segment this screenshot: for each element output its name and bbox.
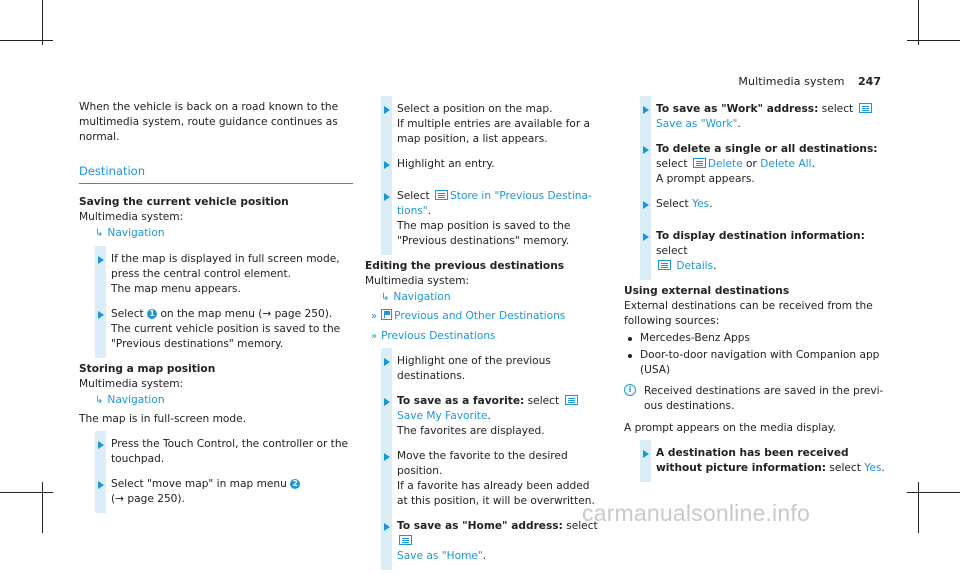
step-arrow-icon	[384, 106, 390, 114]
section-title-destination: Destination	[79, 163, 353, 184]
step-text: Move the favorite to the desired position.	[397, 450, 568, 478]
step-label: To save as "Home" address:	[397, 520, 563, 533]
menu-item-save-favorite[interactable]: Save My Favorite	[397, 409, 488, 422]
step-arrow-icon	[643, 201, 649, 209]
step: To delete a single or all destinations: select Delete or Delete All. A prompt appears.	[624, 142, 886, 187]
step-bar	[95, 246, 106, 303]
menu-icon	[658, 260, 671, 270]
step	[79, 477, 353, 507]
nav-path	[365, 329, 601, 344]
step-text: on the map menu (→ page 250).	[160, 307, 333, 320]
step	[79, 307, 353, 352]
step-result: If multiple entries are available for a map position, a list appears.	[397, 118, 591, 146]
system-label: Multimedia system:	[365, 275, 470, 288]
step: To save as a favorite: select Save My Favorite. The favorites are displayed.	[365, 394, 601, 439]
step	[79, 252, 353, 297]
fullscreen-note: The map is in full-screen mode.	[79, 413, 246, 426]
column-2	[365, 100, 601, 574]
step-result: If a favorite has already been added at this position, it will be overwritten.	[397, 480, 595, 508]
heading-saving-position: Saving the current vehicle position	[79, 196, 289, 209]
step-label: To save as a favorite:	[397, 394, 525, 407]
step: Select Yes.	[624, 197, 886, 219]
intro-text: When the vehicle is back on a road known to the multimedia system, route guidance continues as normal.	[79, 101, 339, 144]
menu-icon	[859, 103, 872, 113]
return-arrow-icon: ↳	[95, 228, 104, 240]
double-chevron-icon: »	[371, 330, 378, 342]
step-arrow-icon	[384, 398, 390, 406]
step-text: Select "move map" in map menu	[111, 478, 287, 491]
system-label: Multimedia system:	[79, 377, 184, 390]
step-result: The map position is saved to the "Previous destinations" memory.	[397, 220, 571, 248]
step-text: If the map is displayed in full screen mode, press the central control element.	[111, 252, 340, 280]
step: A destination has been received without picture information: select Yes.	[624, 446, 886, 476]
menu-icon	[565, 395, 578, 405]
menu-item-delete[interactable]: Delete	[707, 158, 743, 171]
crop-mark	[42, 0, 43, 45]
step-text: Select	[111, 307, 144, 320]
step: Select Store in "Previous Destina- tions". The map position is saved to the "Previous destinations" memory.	[365, 189, 601, 249]
step-text: Select	[397, 190, 430, 203]
list-item: Mercedes-Benz Apps	[624, 331, 886, 346]
nav-link-navigation[interactable]: Navigation	[393, 291, 451, 304]
heading-storing-position: Storing a map position	[79, 362, 216, 375]
step-bar	[640, 223, 651, 280]
menu-item-yes[interactable]: Yes	[864, 461, 882, 474]
menu-item-details[interactable]: Details	[676, 260, 714, 273]
callout-2-icon: 2	[290, 479, 300, 489]
callout-1-icon: 1	[147, 309, 157, 319]
step-text: Highlight one of the previous destinations.	[397, 354, 551, 382]
menu-item-yes[interactable]: Yes	[692, 198, 710, 211]
info-icon: i	[624, 384, 636, 396]
nav-path	[365, 290, 601, 305]
column-1	[79, 100, 353, 517]
step-label: To save as "Work" address:	[656, 103, 819, 115]
step-text: Highlight an entry.	[397, 158, 495, 171]
crop-mark	[42, 482, 43, 533]
step: To save as "Work" address: select Save as "Work".	[624, 102, 886, 132]
page-number: 247	[858, 75, 881, 88]
nav-path	[79, 226, 353, 241]
heading-editing-previous: Editing the previous destinations	[365, 260, 565, 273]
step-text: (→ page 250).	[111, 493, 185, 506]
step-result: The current vehicle position is saved to the "Previous destinations" memory.	[111, 322, 341, 350]
menu-item-store-previous[interactable]: Store in "Previous Destina- tions"	[397, 190, 592, 218]
step-arrow-icon	[384, 358, 390, 366]
double-chevron-icon: »	[371, 311, 378, 323]
return-arrow-icon: ↳	[381, 292, 390, 304]
menu-item-save-work[interactable]: Save as "Work"	[656, 118, 738, 131]
step-arrow-icon	[98, 481, 104, 489]
step-text: Select a position on the map.	[397, 103, 553, 115]
step-arrow-icon	[98, 256, 104, 264]
list-item: Door-to-door navigation with Companion app (USA)	[624, 348, 886, 378]
return-arrow-icon: ↳	[95, 394, 104, 406]
step: To display destination information: select Details.	[624, 229, 886, 274]
step-arrow-icon	[384, 523, 390, 531]
step	[365, 157, 601, 179]
step-arrow-icon	[643, 233, 649, 241]
step-result: The map menu appears.	[111, 282, 241, 295]
step	[365, 102, 601, 147]
crop-mark	[0, 492, 53, 493]
flag-icon	[381, 309, 392, 320]
step-arrow-icon	[643, 106, 649, 114]
step-bar	[95, 301, 106, 358]
step	[365, 354, 601, 384]
menu-item-save-home[interactable]: Save as "Home"	[397, 550, 483, 563]
step-arrow-icon	[384, 193, 390, 201]
crop-mark	[918, 482, 919, 533]
step-arrow-icon	[643, 146, 649, 154]
crop-mark	[907, 40, 960, 41]
step-bar	[640, 96, 651, 138]
step-bar	[381, 96, 392, 153]
step-arrow-icon	[98, 311, 104, 319]
menu-icon	[435, 190, 448, 200]
system-label: Multimedia system:	[79, 211, 184, 224]
step-text: Press the Touch Control, the controller or the touchpad.	[111, 438, 349, 466]
step-bar	[95, 471, 106, 513]
nav-link-navigation[interactable]: Navigation	[107, 227, 165, 240]
step-arrow-icon	[643, 450, 649, 458]
nav-link-previous-destinations[interactable]: Previous Destinations	[381, 329, 496, 342]
step-label: To display destination information:	[656, 230, 865, 243]
menu-item-delete-all[interactable]: Delete All	[760, 158, 812, 171]
header-section-title: Multimedia system	[738, 75, 845, 88]
step	[365, 449, 601, 509]
nav-link-navigation[interactable]: Navigation	[107, 393, 165, 406]
step-bar	[95, 431, 106, 473]
step-result: A prompt appears.	[656, 173, 755, 186]
menu-icon	[693, 158, 706, 168]
heading-external-destinations: Using external destinations	[624, 285, 790, 298]
step-bar	[381, 348, 392, 390]
info-note	[624, 384, 886, 414]
step: To save as "Home" address: select Save as "Home".	[365, 519, 601, 564]
external-intro: External destinations can be received from the following sources:	[624, 300, 873, 328]
watermark: carmanualsonline.info	[582, 500, 810, 526]
page-header	[738, 75, 881, 88]
crop-mark	[918, 0, 919, 45]
crop-mark	[907, 492, 960, 493]
nav-link-previous-other[interactable]: Previous and Other Destinations	[394, 310, 566, 323]
crop-mark	[0, 40, 53, 41]
step-label: To delete a single or all destinations:	[656, 143, 878, 156]
step-arrow-icon	[98, 441, 104, 449]
step-bar	[640, 136, 651, 193]
step-arrow-icon	[384, 453, 390, 461]
step-bar	[640, 440, 651, 482]
prompt-text: A prompt appears on the media display.	[624, 421, 836, 434]
column-3	[624, 100, 886, 486]
note-text: Received destinations are saved in the previ- ous destinations.	[644, 385, 884, 413]
step	[79, 437, 353, 467]
step-arrow-icon	[384, 161, 390, 169]
nav-path	[365, 309, 601, 324]
step-bar	[381, 388, 392, 445]
menu-icon	[399, 535, 412, 545]
step-result: The favorites are displayed.	[397, 424, 545, 437]
step-label: A destination has been received without picture information:	[656, 446, 849, 474]
step-bar	[381, 513, 392, 570]
nav-path	[79, 393, 353, 408]
